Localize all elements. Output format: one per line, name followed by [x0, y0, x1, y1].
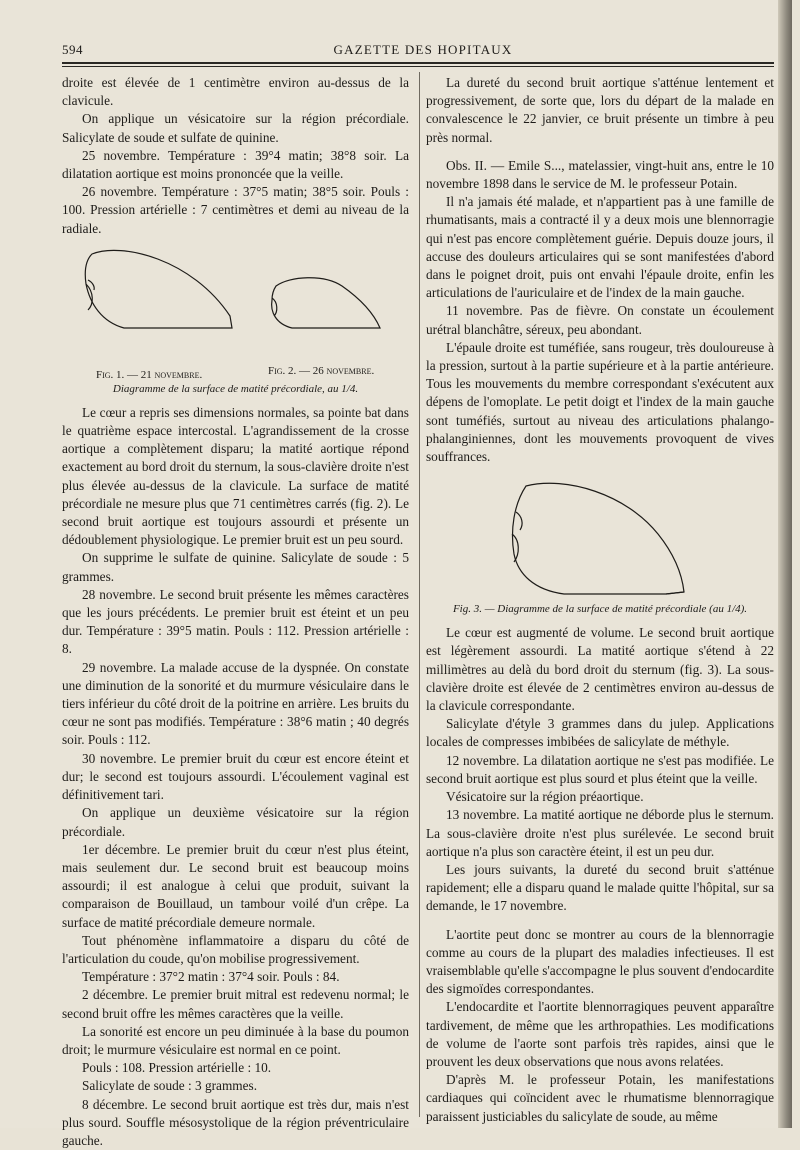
column-separator [419, 72, 420, 1117]
paragraph: Obs. II. — Emile S..., matelassier, vingt-huit ans, entre le 10 novembre 1898 dans le service de M. le professeur Potain. [426, 157, 774, 192]
paragraph: 30 novembre. Le premier bruit du cœur est encore éteint et dur; le second est toujours assourdi. L'écoulement vaginal est définitivement tari. [62, 750, 409, 803]
fig2-label: Fig. 2. — 26 novembre. [268, 364, 375, 377]
paragraph: La sonorité est encore un peu diminuée à la base du poumon droit; le murmure vésiculaire est normal en ce point. [62, 1023, 409, 1057]
fig2-outline [272, 278, 380, 328]
paragraph: 13 novembre. La matité aortique ne déborde plus le sternum. La sous-clavière droite n'est plus surélevée. Le second bruit aortique n'a plus son caractère éteint, il est un peu dur. [426, 807, 774, 859]
fig3-caption: Fig. 3. — Diagramme de la surface de matité précordiale (au 1/4). [452, 603, 748, 616]
paragraph: 1er décembre. Le premier bruit du cœur n'est plus éteint, mais seulement dur. Le second bruit est beaucoup moins assourdi; il est analogue à celui que produit, suivant la comparaison de Bouillaud, un tambour voilé d'un crêpe. La surface de matité précordiale demeure normale. [62, 841, 409, 930]
fig1-outline [85, 250, 232, 328]
header-rule-thin [62, 66, 774, 67]
paragraph: 8 décembre. Le second bruit aortique est très dur, mais n'est plus sourd. Souffle mésosystolique de la région préventriculaire gauche. [62, 1096, 409, 1148]
paragraph: 26 novembre. Température : 37°5 matin; 38°5 soir. Pouls : 100. Pression artérielle : 7 centimètres et demi au niveau de la radiale. [62, 184, 409, 236]
paragraph: Vésicatoire sur la région préaortique. [446, 789, 644, 805]
paragraph: Les jours suivants, la dureté du second bruit s'atténue rapidement; elle a disparu quand le malade quitte l'hôpital, sur sa demande, le 17 novembre. [426, 861, 774, 914]
fig1-label: Fig. 1. — 21 novembre. [96, 368, 203, 381]
page-edge [778, 0, 792, 1128]
paragraph: L'aortite peut donc se montrer au cours de la blennorragie comme au cours de la plupart des maladies infectieuses. Il est vraisemblable qu'elle s'accompagne le plus souvent d'endocardite des sigmoïdes correspondantes. [426, 926, 774, 997]
paragraph: On applique un deuxième vésicatoire sur la région précordiale. [62, 805, 409, 839]
page-number: 594 [62, 42, 83, 57]
paragraph: Il n'a jamais été malade, et n'appartient pas à une famille de rhumatisants, mais a contracté il y a deux mois une blennorragie qui n'est pas encore complètement guérie. Depuis douze jours, il accuse des douleurs articulaires qui se sont manifestées d'abord dans le poignet droit, puis ont envahi l'épaule droite, enfin les articulations de l'auriculaire et de l'index de la main gauche. [426, 194, 774, 301]
journal-title: GAZETTE DES HOPITAUX [333, 42, 513, 57]
paragraph: 11 novembre. Pas de fièvre. On constate un écoulement urétral blanchâtre, séreux, peu abondant. [426, 303, 774, 337]
page-header [62, 38, 784, 60]
paragraph: Salicylate de soude : 3 grammes. [82, 1078, 258, 1094]
paragraph: Tout phénomène inflammatoire a disparu du côté de l'articulation du coude, qu'on mobilise progressivement. [62, 932, 409, 966]
figure-1-2-diagram [62, 244, 409, 366]
paragraph: 2 décembre. Le premier bruit mitral est redevenu normal; le second bruit offre les mêmes caractères que la veille. [62, 987, 409, 1021]
paragraph: Salicylate d'étyle 3 grammes dans du julep. Applications locales de compresses imbibées de salicylate de méthyle. [426, 716, 774, 750]
paragraph: Le cœur a repris ses dimensions normales, sa pointe bat dans le quatrième espace intercostal. L'agrandissement de la crosse aortique a complètement disparu; la matité aortique répond exactement au bord droit du sternum, la sous-clavière droite n'est plus élevée au-dessus de la clavicule. La surface de matité précordiale ne mesure plus que 71 centimètres carrés (fig. 2). Le second bruit aortique est toujours assourdi et présente un dédoublement physiologique. Le premier bruit est un peu sourd. [62, 404, 409, 548]
right-column [426, 74, 774, 1126]
paragraph: 29 novembre. La malade accuse de la dyspnée. On constate une diminution de la sonorité et du murmure vésiculaire dans le tiers inférieur du côté droit de la poitrine en arrière. Les bruits du cœur ne sont pas modifiés. Température : 38°6 matin ; 40 degrés soir. Pouls : 112. [62, 659, 409, 748]
paragraph: Pouls : 108. Pression artérielle : 10. [82, 1060, 272, 1076]
figures-1-2 [62, 244, 409, 366]
header-rule [62, 62, 774, 64]
paragraph: 12 novembre. La dilatation aortique ne s'est pas modifiée. Le second bruit aortique est plus sourd et plus éteint que la veille. [426, 752, 774, 786]
fig3-outline [513, 484, 685, 595]
paragraph: 25 novembre. Température : 39°4 matin; 38°8 soir. La dilatation aortique est moins prononcée que la veille. [62, 147, 409, 182]
paragraph: La dureté du second bruit aortique s'atténue lentement et progressivement, de sorte que, lors du départ de la malade en convalescence le 22 janvier, ce bruit présente un timbre à peu près normal. [426, 75, 774, 145]
fig12-caption: Diagramme de la surface de matité précordiale, au 1/4. [112, 382, 359, 395]
paragraph: 28 novembre. Le second bruit présente les mêmes caractères que les jours précédents. Le premier bruit est éteint et un peu dur. Température : 39°5 matin. Pouls : 112. Pression artérielle : 8. [62, 586, 409, 657]
figure-3 [426, 474, 774, 602]
paragraph: On supprime le sulfate de quinine. Salicylate de soude : 5 grammes. [62, 550, 409, 584]
paragraph: Le cœur est augmenté de volume. Le second bruit aortique est légèrement assourdi. La matité aortique s'étend à 22 millimètres au delà du bord droit du sternum (fig. 3). La sous-clavière droite est élevée de 2 centimètres environ au-dessus de la clavicule correspondante. [426, 625, 774, 714]
figure-labels [62, 366, 409, 382]
paragraph: L'épaule droite est tuméfiée, sans rougeur, très douloureuse à la pression, surtout à la partie supérieure et à la partie antérieure. Tous les mouvements du membre correspondant s'exécutent aux dépens de l'omoplate. Le petit doigt et l'index de la main gauche sont tuméfiés, surtout au niveau des articulations phalango-phalanginiennes, dont les mouvements provoquent de vives souffrances. [426, 339, 774, 465]
paragraph: L'endocardite et l'aortite blennorragiques peuvent apparaître tardivement, de même que les arthropathies. Les modifications de volume de l'aorte sont parfois très rapides, ainsi que le prouvent les deux observations que nous avons relatées. [426, 999, 774, 1069]
paragraph: Température : 37°2 matin : 37°4 soir. Pouls : 84. [82, 969, 340, 985]
paragraph: On applique un vésicatoire sur la région précordiale. Salicylate de soude et sulfate de quinine. [62, 111, 409, 145]
paragraph: D'après M. le professeur Potain, les manifestations cardiaques qui coïncident avec le rhumatisme blennorragique paraissent justiciables du salicylate de soude, au même [426, 1072, 774, 1124]
paragraph: droite est élevée de 1 centimètre environ au-dessus de la clavicule. [62, 75, 409, 109]
figure-3-diagram [426, 474, 774, 602]
left-column [62, 74, 409, 1150]
